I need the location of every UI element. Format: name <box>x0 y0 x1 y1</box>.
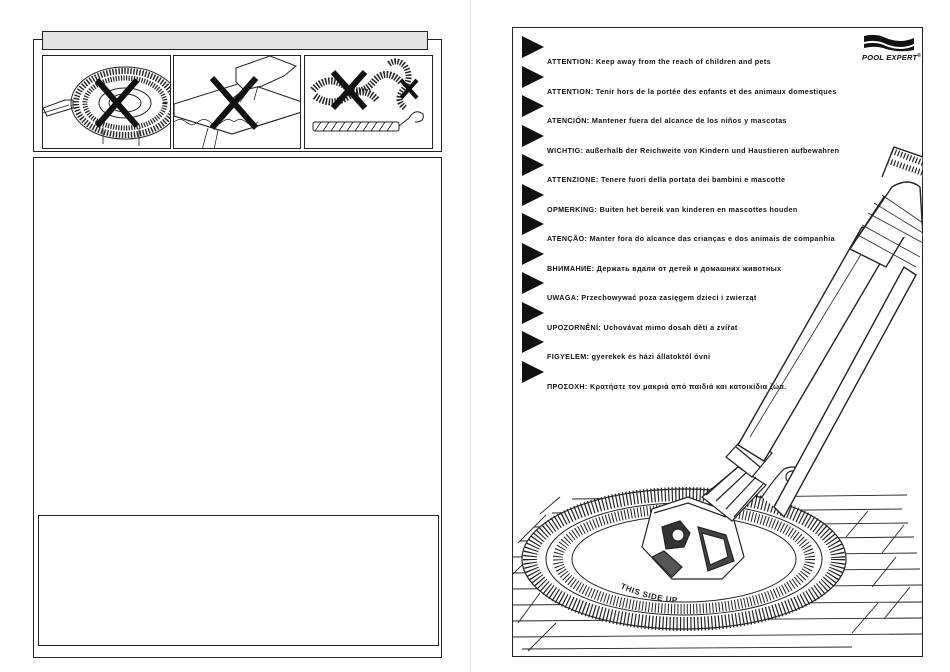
warning-arrow-icon <box>522 95 544 117</box>
warning-label: ATENCIÓN: <box>547 116 590 125</box>
warning-label: UPOZORNĚNÍ: <box>547 323 602 332</box>
warning-label: ATTENZIONE: <box>547 175 599 184</box>
warning-arrow-icon <box>522 36 544 58</box>
warning-arrow-icon <box>522 66 544 88</box>
warning-label: ATTENTION: <box>547 87 594 96</box>
warning-text: gyerekek és házi állatoktól óvni <box>591 352 711 361</box>
warning-label: UWAGA: <box>547 293 580 302</box>
warning-label: ATTENTION: <box>547 57 594 66</box>
warning-arrow-icon <box>522 213 544 235</box>
warning-text: Κρατήστε τον μακριά από παιδιά και κατοικίδια ζώα. <box>590 382 787 391</box>
warning-label: OPMERKING: <box>547 205 598 214</box>
warning-text: Keep away from the reach of children and pets <box>595 57 771 66</box>
warning-text: Przechowywać poza zasięgem dzieci i zwierząt <box>581 293 757 302</box>
warning-text: Uchovávat mimo dosah dětí a zvířat <box>603 323 738 332</box>
warning-text: Buiten het bereik van kinderen en mascottes houden <box>599 205 798 214</box>
warning-arrow-icon <box>522 302 544 324</box>
warning-text: Mantener fuera del alcance de los niños y mascotas <box>591 116 787 125</box>
warning-text: außerhalb der Reichweite von Kindern und Haustieren aufbewahren <box>585 146 840 155</box>
warning-arrow-icon <box>522 125 544 147</box>
warning-arrow-icon <box>522 331 544 353</box>
warning-arrow-icon <box>522 361 544 383</box>
this-side-up-text: THIS SIDE UP <box>619 581 679 605</box>
warning-label: ВНИМАНИЕ: <box>547 264 595 273</box>
brand-mark: ® <box>917 53 922 59</box>
warning-text: Держать вдали от детей и домашних животных <box>596 264 782 273</box>
warning-text: Manter fora do alcance das crianças e dos animais de companhia <box>589 234 835 243</box>
warning-label: FIGYELEM: <box>547 352 590 361</box>
warning-label: WICHTIG: <box>547 146 584 155</box>
warning-arrow-icon <box>522 243 544 265</box>
warning-text: Tenir hors de la portée des enfants et des animaux domestiques <box>595 87 837 96</box>
warning-arrow-icon <box>522 154 544 176</box>
warning-arrow-icon <box>522 272 544 294</box>
warning-text: Tenere fuori della portata dei bambini e mascotte <box>601 175 786 184</box>
warning-label: ATENÇÃO: <box>547 234 588 243</box>
warning-label: ΠΡΟΣΟΧΗ: <box>547 382 588 391</box>
warning-arrow-icon <box>522 184 544 206</box>
brand-name: POOL EXPERT <box>862 53 918 62</box>
